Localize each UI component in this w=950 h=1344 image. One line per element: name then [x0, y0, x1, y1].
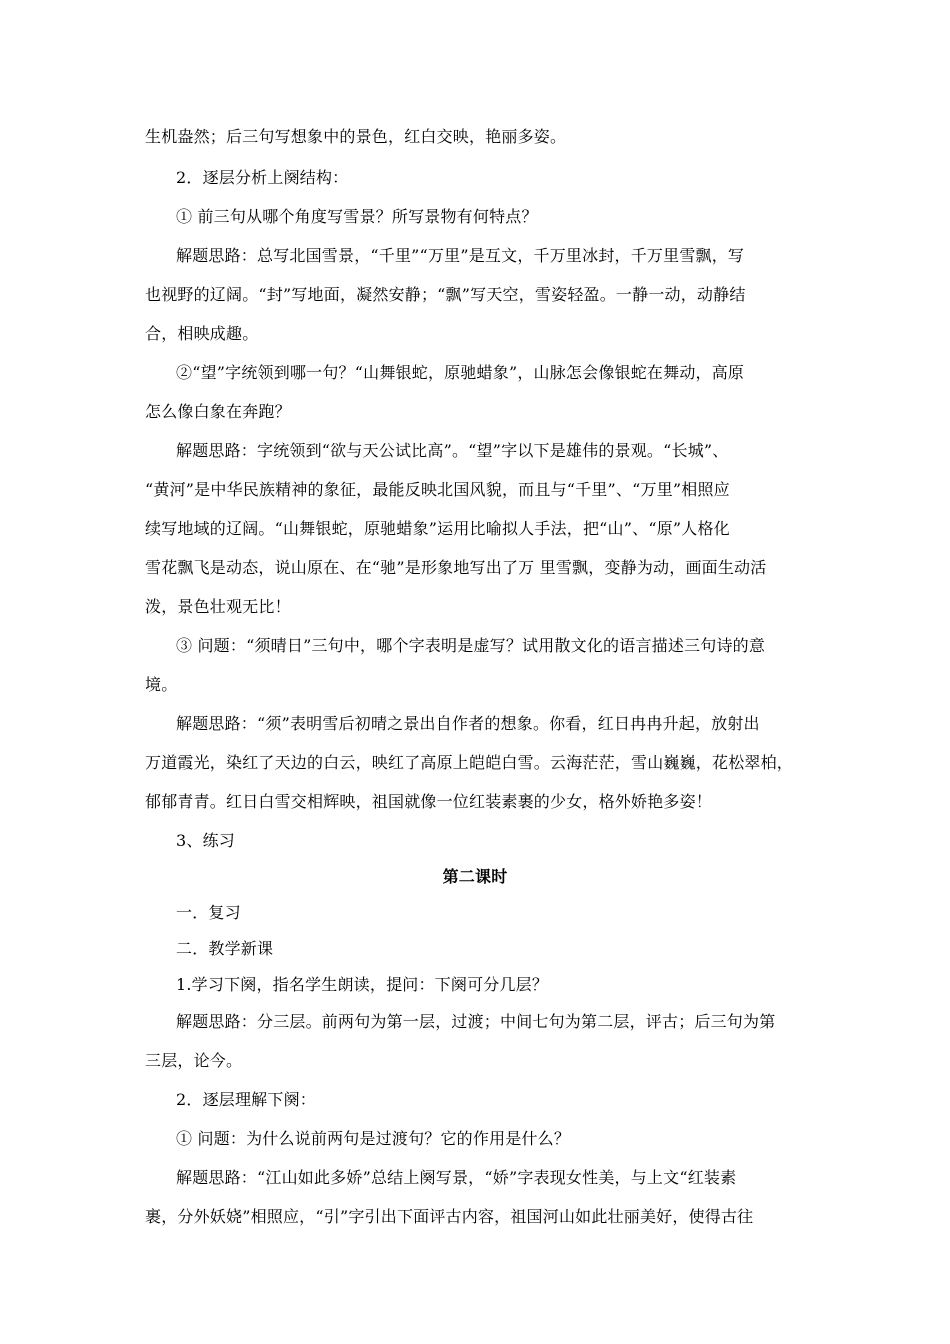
text-line: 怎么像白象在奔跑？: [145, 402, 291, 421]
text-line: ① 前三句从哪个角度写雪景？所写景物有何特点？: [176, 207, 538, 226]
text-line: ③ 问题：“须晴日”三句中，哪个字表明是虚写？试用散文化的语言描述三句诗的意: [176, 636, 766, 655]
text-line: 三层，论今。: [145, 1051, 243, 1070]
text-line: 裹，分外妖娆”相照应，“引”字引出下面评古内容，祖国河山如此壮丽美好，使得古往: [145, 1207, 754, 1226]
text-line: 也视野的辽阔。“封”写地面，凝然安静；“飘”写天空，雪姿轻盈。一静一动，动静结: [145, 285, 746, 304]
text-line: 续写地域的辽阔。“山舞银蛇，原驰蜡象”运用比喻拟人手法，把“山”、“原”人格化: [145, 519, 730, 538]
text-line: “黄河”是中华民族精神的象征，最能反映北国风貌，而且与“千里”、“万里”相照应: [145, 480, 730, 499]
text-line: 合，相映成趣。: [145, 324, 259, 343]
text-line: 2．逐层分析上阕结构：: [176, 168, 349, 187]
text-line: 解题思路：字统领到“欲与天公试比高”。“望”字以下是雄伟的景观。“长城”、: [176, 441, 729, 460]
text-line: 生机盎然；后三句写想象中的景色，红白交映，艳丽多姿。: [145, 127, 567, 146]
text-line: 郁郁青青。红日白雪交相辉映，祖国就像一位红装素裹的少女，格外娇艳多姿！: [145, 792, 713, 811]
text-line: 境。: [145, 675, 178, 694]
text-line: 万道霞光，染红了天边的白云，映红了高原上皑皑白雪。云海茫茫，雪山巍巍，花松翠柏，: [145, 753, 794, 772]
text-line: 1.学习下阕，指名学生朗读，提问：下阕可分几层？: [176, 975, 549, 994]
text-line: 3、练习: [176, 831, 235, 850]
text-line: 解题思路：“须”表明雪后初晴之景出自作者的想象。你看，红日冉冉升起，放射出: [176, 714, 760, 733]
text-line: ②“望”字统领到哪一句？“山舞银蛇，原驰蜡象”，山脉怎会像银蛇在舞动，高原: [176, 363, 745, 382]
section-heading: 第二课时: [442, 867, 508, 886]
text-line: 一．复习: [176, 903, 241, 922]
text-line: 雪花飘飞是动态，说山原在、在“驰”是形象地写出了万 里雪飘，变静为动，画面生动活: [145, 558, 767, 577]
text-line: ① 问题：为什么说前两句是过渡句？它的作用是什么？: [176, 1129, 571, 1148]
text-line: 解题思路：分三层。前两句为第一层，过渡；中间七句为第二层，评古；后三句为第: [176, 1012, 776, 1031]
text-line: 二．教学新课: [176, 939, 274, 958]
text-line: 解题思路：总写北国雪景，“千里”“万里”是互文，千万里冰封，千万里雪飘，写: [176, 246, 745, 265]
text-line: 泼，景色壮观无比！: [145, 597, 291, 616]
text-line: 解题思路：“江山如此多娇”总结上阕写景，“娇”字表现女性美，与上文“红装素: [176, 1168, 737, 1187]
text-line: 2．逐层理解下阕：: [176, 1090, 316, 1109]
